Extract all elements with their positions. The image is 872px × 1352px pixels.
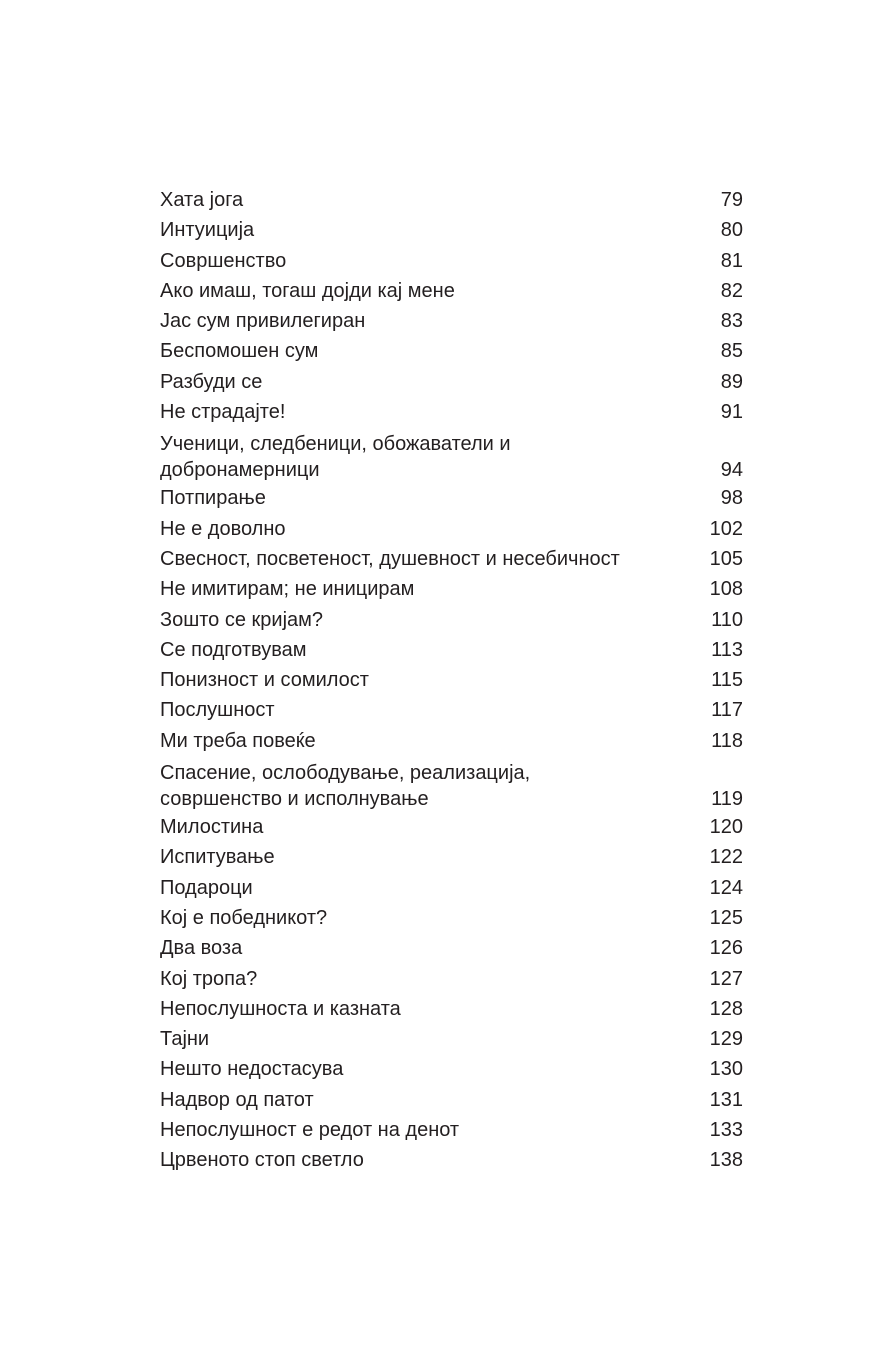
- toc-entry: [160, 812, 743, 842]
- toc-entry-page-number: 138: [709, 1149, 743, 1172]
- toc-entry: [160, 276, 743, 306]
- toc-entry-page-number: 102: [709, 517, 743, 540]
- toc-entry-page-number: 110: [711, 608, 743, 631]
- toc-entry-title: Испитување: [160, 846, 275, 869]
- toc-entry: [160, 306, 743, 336]
- toc-entry: [160, 544, 743, 574]
- toc-entry: [160, 367, 743, 397]
- toc-entry-page-number: 108: [709, 578, 743, 601]
- toc-entry-page-number: 131: [709, 1088, 743, 1111]
- toc-entry: [160, 1145, 743, 1175]
- toc-entry-title: Хата јога: [160, 189, 244, 211]
- toc-entry-page-number: 129: [709, 1028, 743, 1051]
- toc-entry-page-number: 115: [711, 669, 743, 692]
- toc-entry-page-number: 126: [709, 937, 743, 960]
- toc-entry-title: Два воза: [160, 937, 243, 960]
- table-of-contents: [160, 185, 743, 1176]
- toc-entry-title-line: Ученици, следбеници, обожаватели и: [160, 433, 511, 456]
- toc-entry: [160, 903, 743, 933]
- toc-entry: [160, 726, 743, 756]
- toc-entry: [160, 842, 743, 872]
- toc-entry-title: Јас сум привилегиран: [160, 310, 366, 333]
- toc-entry-title: Непослушност е редот на денот: [160, 1119, 460, 1142]
- toc-entry-page-number: 105: [709, 547, 743, 570]
- toc-entry: [160, 336, 743, 366]
- toc-entry-page-number: 118: [711, 729, 743, 752]
- toc-entry-title: [160, 756, 530, 812]
- toc-entry-page-number: 124: [709, 876, 743, 899]
- toc-entry-page-number: 117: [711, 699, 743, 722]
- toc-entry: [160, 574, 743, 604]
- toc-entry-title: Милостина: [160, 816, 264, 839]
- toc-entry: [160, 695, 743, 725]
- toc-entry-page-number: 122: [709, 846, 743, 869]
- toc-entry: [160, 427, 743, 483]
- toc-entry-title: Тајни: [160, 1028, 210, 1051]
- toc-entry: [160, 1115, 743, 1145]
- toc-entry-title-line: добронамерници: [160, 459, 320, 482]
- toc-entry-title: Не страдајте!: [160, 401, 286, 424]
- toc-entry-page-number: 94: [720, 459, 743, 482]
- toc-entry-title: Непослушноста и казната: [160, 997, 401, 1020]
- toc-entry-title: Интуиција: [160, 219, 255, 242]
- toc-entry-page-number: 98: [720, 487, 743, 510]
- toc-entry-title: Се подготвувам: [160, 638, 307, 661]
- toc-entry-title: Не е доволно: [160, 517, 286, 540]
- toc-entry-page-number: 83: [720, 310, 743, 333]
- toc-entry: [160, 605, 743, 635]
- toc-entry: [160, 635, 743, 665]
- toc-entry: [160, 246, 743, 276]
- toc-entry-page-number: 91: [720, 401, 743, 424]
- toc-entry-title: Свесност, посветеност, душевност и несебичност: [160, 547, 620, 570]
- toc-entry: [160, 665, 743, 695]
- toc-entry-page-number: 80: [720, 219, 743, 242]
- toc-entry: [160, 1024, 743, 1054]
- toc-entry-page-number: 133: [709, 1119, 743, 1142]
- toc-entry: [160, 514, 743, 544]
- toc-entry: [160, 994, 743, 1024]
- toc-entry-title-line: Спасение, ослободување, реализација,: [160, 762, 531, 785]
- toc-entry: [160, 756, 743, 812]
- toc-entry: [160, 215, 743, 245]
- toc-entry-title: [160, 427, 511, 483]
- toc-entry-title: Зошто се кријам?: [160, 608, 324, 631]
- toc-entry-title: Црвеното стоп светло: [160, 1149, 364, 1172]
- toc-entry-page-number: 85: [720, 340, 743, 363]
- toc-entry-page-number: 125: [709, 906, 743, 929]
- toc-entry: [160, 1085, 743, 1115]
- toc-entry-title: Совршенство: [160, 249, 287, 272]
- toc-entry-title: Нешто недостасува: [160, 1058, 344, 1081]
- toc-entry-title: Кој тропа?: [160, 967, 258, 990]
- toc-entry-title: Подароци: [160, 876, 253, 899]
- toc-entry: [160, 873, 743, 903]
- toc-entry-title: Беспомошен сум: [160, 340, 319, 363]
- toc-entry-page-number: 89: [720, 370, 743, 393]
- toc-entry: [160, 185, 743, 215]
- toc-entry-title: Ми треба повеќе: [160, 729, 316, 752]
- toc-entry-title: Понизност и сомилост: [160, 669, 369, 692]
- toc-entry-title: Надвор од патот: [160, 1088, 314, 1111]
- toc-entry-title: Потпирање: [160, 487, 266, 510]
- toc-entry-page-number: 82: [720, 279, 743, 302]
- toc-entry-title-line: совршенство и исполнување: [160, 788, 429, 811]
- toc-entry: [160, 964, 743, 994]
- toc-entry: [160, 483, 743, 513]
- toc-entry-title: Ако имаш, тогаш дојди кај мене: [160, 279, 455, 302]
- toc-entry-title: Не имитирам; не иницирам: [160, 578, 415, 601]
- toc-entry-title: Разбуди се: [160, 370, 263, 393]
- toc-entry: [160, 397, 743, 427]
- toc-entry: [160, 933, 743, 963]
- toc-entry-page-number: 81: [720, 249, 743, 272]
- toc-entry: [160, 1054, 743, 1084]
- toc-entry-page-number: 79: [720, 189, 743, 211]
- toc-entry-page-number: 120: [709, 816, 743, 839]
- toc-entry-title: Кој е победникот?: [160, 906, 328, 929]
- toc-entry-page-number: 127: [709, 967, 743, 990]
- toc-entry-page-number: 128: [709, 997, 743, 1020]
- toc-entry-title: Послушност: [160, 699, 275, 722]
- toc-entry-page-number: 119: [711, 788, 743, 811]
- toc-entry-page-number: 113: [711, 638, 743, 661]
- toc-entry-page-number: 130: [709, 1058, 743, 1081]
